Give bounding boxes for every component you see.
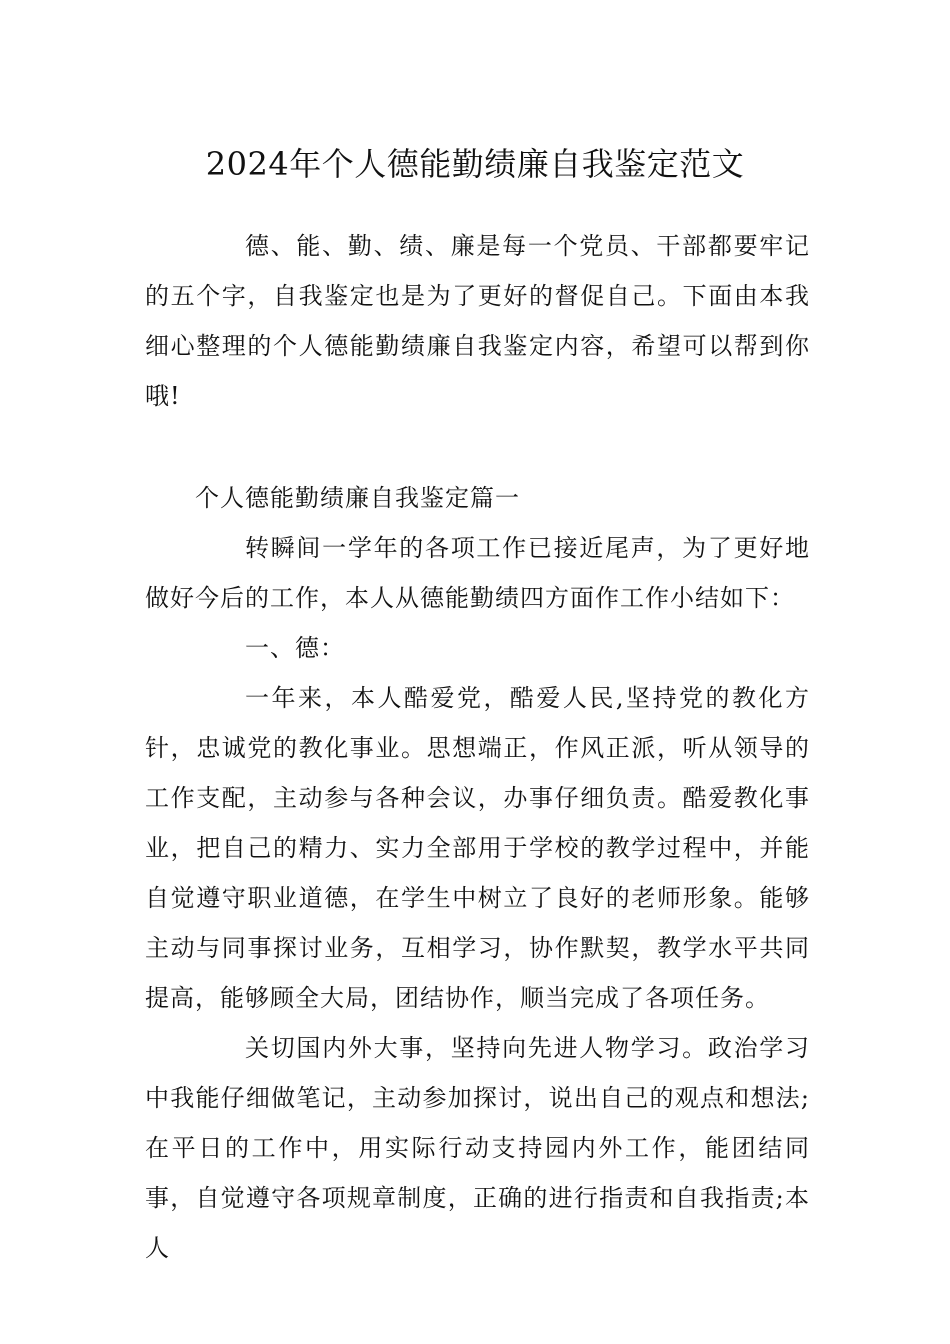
document-title: 2024年个人德能勤绩廉自我鉴定范文 xyxy=(205,145,745,183)
intro-block xyxy=(145,221,810,421)
paragraph-summary: 转瞬间一学年的各项工作已接近尾声，为了更好地做好今后的工作，本人从德能勤绩四方面作工作小结如下： xyxy=(145,534,810,612)
section-one xyxy=(145,473,810,1273)
subheading-virtue: 一、德： xyxy=(245,634,345,662)
paragraph-current-affairs: 关切国内外大事，坚持向先进人物学习。政治学习中我能仔细做笔记，主动参加探讨，说出自己的观点和想法;在平日的工作中，用实际行动支持园内外工作，能团结同事，自觉遵守各项规章制度，正确的进行指责和自我指责;本人 xyxy=(145,1034,810,1262)
paragraph-virtue: 一年来，本人酷爱党，酷爱人民,坚持党的教化方针，忠诚党的教化事业。思想端正，作风正派，听从领导的工作支配，主动参与各种会议，办事仔细负责。酷爱教化事业，把自己的精力、实力全部用于学校的教学过程中，并能自觉遵守职业道德，在学生中树立了良好的老师形象。能够主动与同事探讨业务，互相学习，协作默契，教学水平共同提高，能够顾全大局，团结协作，顺当完成了各项任务。 xyxy=(145,684,810,1012)
intro-paragraph: 德、能、勤、绩、廉是每一个党员、干部都要牢记的五个字，自我鉴定也是为了更好的督促自己。下面由本我细心整理的个人德能勤绩廉自我鉴定内容，希望可以帮到你哦! xyxy=(145,232,810,410)
section-heading: 个人德能勤绩廉自我鉴定篇一 xyxy=(195,484,520,512)
